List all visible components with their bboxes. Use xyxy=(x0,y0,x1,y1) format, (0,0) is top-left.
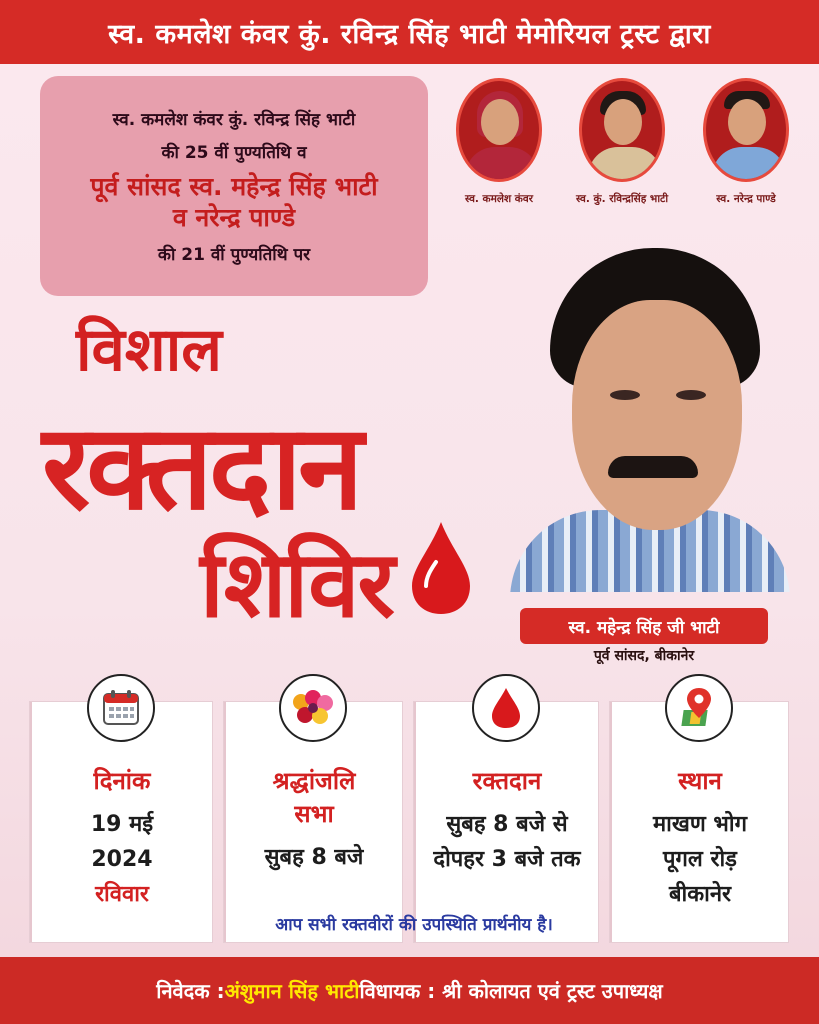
main-person-designation: पूर्व सांसद, बीकानेर xyxy=(593,648,695,664)
intro-line-1: स्व. कमलेश कंवर कुं. रविन्द्र सिंह भाटी xyxy=(112,109,356,130)
intro-line-5: की 21 वीं पुण्यतिथि पर xyxy=(157,245,311,266)
venue-line-1: माखण भोग xyxy=(653,812,747,837)
map-pin-icon xyxy=(665,674,733,742)
main-person-name: स्व. महेन्द्र सिंह जी भाटी xyxy=(568,617,720,638)
intro-box xyxy=(40,76,428,296)
footer-banner xyxy=(0,957,819,1024)
venue-line-2: पूगल रोड़ xyxy=(663,847,737,873)
title-vishal: विशाल xyxy=(76,315,222,385)
portrait-caption: स्व. कमलेश कंवर xyxy=(464,193,534,205)
date-heading: दिनांक xyxy=(93,767,151,795)
intro-line-2: की 25 वीं पुण्यतिथि व xyxy=(161,142,307,163)
blood-donation-heading: रक्तदान xyxy=(472,767,542,795)
trust-title: स्व. कमलेश कंवर कुं. रविन्द्र सिंह भाटी मेमोरियल ट्रस्ट द्वारा xyxy=(108,18,711,50)
header-banner xyxy=(0,0,819,64)
title-shivir: शिविर xyxy=(200,530,393,638)
footer-prefix: निवेदक : xyxy=(156,979,225,1003)
portrait-caption: स्व. नरेन्द्र पाण्डे xyxy=(716,193,776,205)
main-person-name-badge xyxy=(520,608,768,644)
blood-donation-to: दोपहर 3 बजे तक xyxy=(433,847,581,873)
blood-donation-from: सुबह 8 बजे से xyxy=(446,812,568,837)
date-weekday: रविवार xyxy=(95,882,149,908)
portrait-ravindra-singh xyxy=(579,78,665,182)
intro-line-3: पूर्व सांसद स्व. महेन्द्र सिंह भाटी xyxy=(90,171,378,201)
date-day-month: 19 मई xyxy=(90,812,154,837)
venue-line-3: बीकानेर xyxy=(668,882,732,908)
portrait-kamlesh-kanwar xyxy=(456,78,542,182)
tribute-heading: श्रद्धांजलि xyxy=(272,767,356,795)
flowers-icon xyxy=(279,674,347,742)
portrait-caption: स्व. कुं. रविन्द्रसिंह भाटी xyxy=(575,193,669,205)
date-year: 2024 xyxy=(91,847,153,873)
tribute-time: सुबह 8 बजे xyxy=(264,845,364,870)
tribute-heading-2: सभा xyxy=(294,800,334,828)
footer-suffix: विधायक : श्री कोलायत एवं ट्रस्ट उपाध्यक्ष xyxy=(359,979,663,1003)
main-portrait-mahendra-singh xyxy=(510,240,790,592)
venue-heading: स्थान xyxy=(678,767,722,795)
blood-drop-icon xyxy=(408,520,474,616)
calendar-icon xyxy=(87,674,155,742)
intro-line-4: व नरेन्द्र पाण्डे xyxy=(172,202,296,232)
portrait-narendra-pandey xyxy=(703,78,789,182)
title-raktdaan: रक्तदान xyxy=(42,397,360,536)
footer-host-name: अंशुमान सिंह भाटी xyxy=(224,979,360,1003)
blood-drop-icon xyxy=(472,674,540,742)
appeal-text: आप सभी रक्तवीरों की उपस्थिति प्रार्थनीय है। xyxy=(275,915,553,935)
